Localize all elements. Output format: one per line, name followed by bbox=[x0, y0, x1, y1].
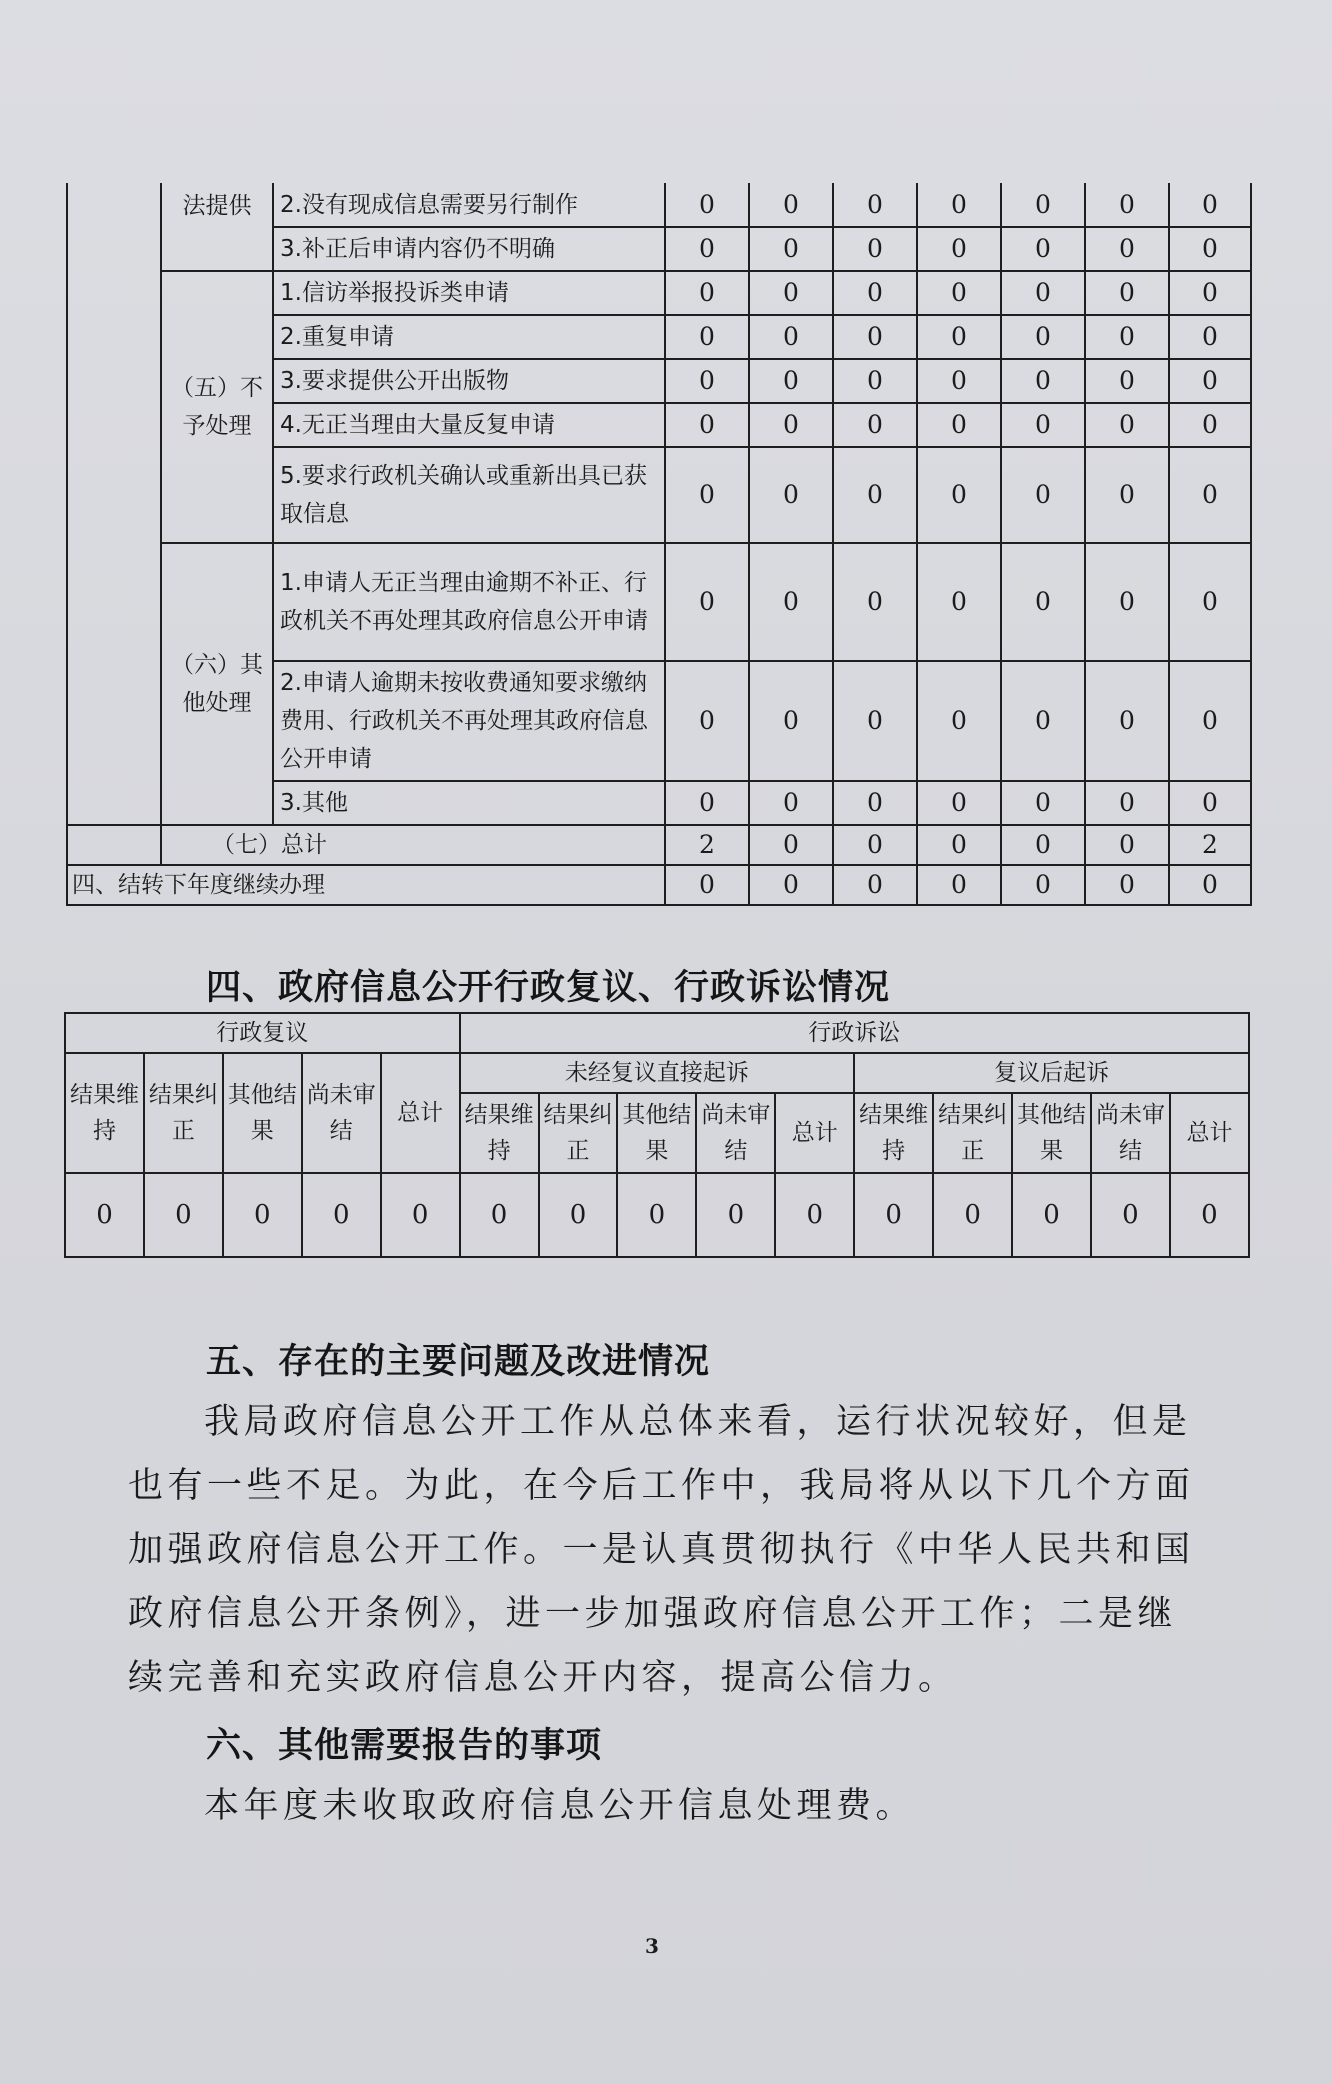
table-row bbox=[65, 1013, 1249, 1053]
cell-value: 0 bbox=[833, 227, 917, 271]
col-header: 结果纠正 bbox=[539, 1093, 618, 1173]
cell-value: 0 bbox=[854, 1173, 933, 1257]
row-desc: 3.其他 bbox=[273, 781, 665, 825]
cell-value: 0 bbox=[1085, 447, 1169, 543]
cell-value: 0 bbox=[665, 447, 749, 543]
cell-value: 0 bbox=[1085, 865, 1169, 905]
cell-value: 0 bbox=[1001, 661, 1085, 781]
cell-value: 0 bbox=[1169, 781, 1251, 825]
col-header: 结果维持 bbox=[460, 1093, 539, 1173]
direct-header: 未经复议直接起诉 bbox=[460, 1053, 855, 1093]
cell-value: 0 bbox=[775, 1173, 854, 1257]
cell-value: 0 bbox=[917, 865, 1001, 905]
cell-value: 0 bbox=[1001, 271, 1085, 315]
cell-value: 0 bbox=[749, 271, 833, 315]
col-header: 结果纠正 bbox=[144, 1053, 223, 1173]
col-header: 结果纠正 bbox=[933, 1093, 1012, 1173]
cell-value: 0 bbox=[749, 661, 833, 781]
cell-value: 0 bbox=[1169, 661, 1251, 781]
application-handling-table bbox=[66, 183, 1252, 906]
row-desc: 1.申请人无正当理由逾期不补正、行政机关不再处理其政府信息公开申请 bbox=[273, 543, 665, 661]
cell-value: 0 bbox=[833, 781, 917, 825]
page-number: 3 bbox=[645, 1934, 659, 1958]
table-row bbox=[67, 825, 1251, 865]
cell-value: 0 bbox=[665, 865, 749, 905]
cell-value: 0 bbox=[749, 403, 833, 447]
cell-value: 0 bbox=[917, 447, 1001, 543]
cell-value: 0 bbox=[749, 543, 833, 661]
table-row bbox=[67, 183, 1251, 227]
cell-value: 0 bbox=[1012, 1173, 1091, 1257]
cell-value: 0 bbox=[1169, 865, 1251, 905]
cell-value: 0 bbox=[917, 227, 1001, 271]
cell-value: 0 bbox=[833, 271, 917, 315]
blank-cell bbox=[67, 183, 161, 825]
col-header: 尚未审结 bbox=[696, 1093, 775, 1173]
cell-value: 0 bbox=[1169, 227, 1251, 271]
cell-value: 0 bbox=[749, 183, 833, 227]
cell-value: 0 bbox=[917, 543, 1001, 661]
cell-value: 0 bbox=[665, 183, 749, 227]
cell-value: 0 bbox=[1001, 865, 1085, 905]
col-header: 尚未审结 bbox=[302, 1053, 381, 1173]
row-desc: 2.重复申请 bbox=[273, 315, 665, 359]
cell-value: 0 bbox=[1001, 543, 1085, 661]
cell-value: 0 bbox=[749, 227, 833, 271]
cell-value: 0 bbox=[1001, 227, 1085, 271]
row-desc: 3.要求提供公开出版物 bbox=[273, 359, 665, 403]
table-row bbox=[67, 865, 1251, 905]
cell-value: 0 bbox=[1085, 359, 1169, 403]
cell-value: 0 bbox=[833, 447, 917, 543]
review-litigation-table bbox=[64, 1012, 1250, 1258]
cell-value: 0 bbox=[833, 183, 917, 227]
cell-value: 0 bbox=[665, 781, 749, 825]
cell-value: 0 bbox=[917, 183, 1001, 227]
cell-value: 0 bbox=[1001, 403, 1085, 447]
section4-title: 四、政府信息公开行政复议、行政诉讼情况 bbox=[206, 968, 891, 1008]
cell-value: 0 bbox=[917, 359, 1001, 403]
cell-value: 0 bbox=[833, 543, 917, 661]
group-label: （五）不予处理 bbox=[161, 271, 273, 543]
section6-title: 六、其他需要报告的事项 bbox=[206, 1726, 603, 1766]
cell-value: 0 bbox=[665, 359, 749, 403]
cell-value: 0 bbox=[749, 865, 833, 905]
table-row bbox=[65, 1173, 1249, 1257]
table-row bbox=[67, 271, 1251, 315]
cell-value: 0 bbox=[1001, 825, 1085, 865]
col-header: 总计 bbox=[381, 1053, 460, 1173]
cell-value: 0 bbox=[749, 781, 833, 825]
cell-value: 0 bbox=[1085, 543, 1169, 661]
cell-value: 0 bbox=[749, 447, 833, 543]
cell-value: 0 bbox=[1001, 781, 1085, 825]
row-desc: 2.没有现成信息需要另行制作 bbox=[273, 183, 665, 227]
col-header: 其他结果 bbox=[223, 1053, 302, 1173]
cell-value: 0 bbox=[1085, 183, 1169, 227]
after-review-header: 复议后起诉 bbox=[854, 1053, 1249, 1093]
cell-value: 0 bbox=[749, 359, 833, 403]
cell-value: 0 bbox=[539, 1173, 618, 1257]
cell-value: 0 bbox=[917, 661, 1001, 781]
cell-value: 0 bbox=[1001, 447, 1085, 543]
col-header: 结果维持 bbox=[854, 1093, 933, 1173]
col-header: 其他结果 bbox=[617, 1093, 696, 1173]
col-header: 总计 bbox=[775, 1093, 854, 1173]
cell-value: 0 bbox=[302, 1173, 381, 1257]
review-header: 行政复议 bbox=[65, 1013, 460, 1053]
cell-value: 0 bbox=[665, 661, 749, 781]
cell-value: 0 bbox=[1001, 315, 1085, 359]
cell-value: 0 bbox=[1085, 227, 1169, 271]
cell-value: 0 bbox=[1169, 315, 1251, 359]
cell-value: 0 bbox=[223, 1173, 302, 1257]
cell-value: 0 bbox=[381, 1173, 460, 1257]
cell-value: 0 bbox=[696, 1173, 775, 1257]
cell-value: 0 bbox=[933, 1173, 1012, 1257]
cell-value: 0 bbox=[1085, 661, 1169, 781]
cell-value: 0 bbox=[917, 315, 1001, 359]
cell-value: 0 bbox=[917, 403, 1001, 447]
cell-value: 0 bbox=[833, 661, 917, 781]
cell-value: 0 bbox=[749, 825, 833, 865]
row-desc: 3.补正后申请内容仍不明确 bbox=[273, 227, 665, 271]
col-header: 总计 bbox=[1170, 1093, 1249, 1173]
cell-value: 0 bbox=[665, 315, 749, 359]
cell-value: 0 bbox=[1169, 403, 1251, 447]
cell-value: 0 bbox=[665, 227, 749, 271]
section5-paragraph: 我局政府信息公开工作从总体来看，运行状况较好，但是也有一些不足。为此，在今后工作中，我局将从以下几个方面加强政府信息公开工作。一是认真贯彻执行《中华人民共和国政府信息公开条例》，进一步加强政府信息公开工作；二是继续完善和充实政府信息公开内容，提高公信力。 bbox=[128, 1402, 1195, 1698]
cell-value: 0 bbox=[917, 825, 1001, 865]
cell-value: 0 bbox=[1169, 447, 1251, 543]
cell-value: 0 bbox=[65, 1173, 144, 1257]
cell-value: 0 bbox=[833, 315, 917, 359]
row-desc: 5.要求行政机关确认或重新出具已获取信息 bbox=[273, 447, 665, 543]
cell-value: 0 bbox=[1085, 403, 1169, 447]
litigation-header: 行政诉讼 bbox=[460, 1013, 1249, 1053]
table-row bbox=[65, 1053, 1249, 1093]
cell-value: 2 bbox=[665, 825, 749, 865]
cell-value: 0 bbox=[1085, 781, 1169, 825]
cell-value: 0 bbox=[460, 1173, 539, 1257]
cell-value: 0 bbox=[1085, 315, 1169, 359]
section6-paragraph: 本年度未收取政府信息公开信息处理费。 bbox=[204, 1786, 916, 1826]
cell-value: 0 bbox=[1169, 359, 1251, 403]
cell-value: 0 bbox=[665, 403, 749, 447]
cell-value: 0 bbox=[833, 865, 917, 905]
cell-value: 0 bbox=[144, 1173, 223, 1257]
total-label: （七）总计 bbox=[161, 825, 665, 865]
col-header: 其他结果 bbox=[1012, 1093, 1091, 1173]
cell-value: 0 bbox=[665, 271, 749, 315]
cell-value: 0 bbox=[833, 825, 917, 865]
cell-value: 0 bbox=[917, 271, 1001, 315]
cell-value: 0 bbox=[833, 403, 917, 447]
table-row bbox=[67, 543, 1251, 661]
blank-cell bbox=[67, 825, 161, 865]
section5-title: 五、存在的主要问题及改进情况 bbox=[206, 1342, 711, 1382]
row-desc: 4.无正当理由大量反复申请 bbox=[273, 403, 665, 447]
cell-value: 0 bbox=[1085, 825, 1169, 865]
cell-value: 0 bbox=[1091, 1173, 1170, 1257]
group-label: （六）其他处理 bbox=[161, 543, 273, 825]
col-header: 结果维持 bbox=[65, 1053, 144, 1173]
carryover-label: 四、结转下年度继续办理 bbox=[67, 865, 665, 905]
cell-value: 0 bbox=[1169, 271, 1251, 315]
cell-value: 0 bbox=[833, 359, 917, 403]
cell-value: 0 bbox=[749, 315, 833, 359]
cell-value: 0 bbox=[1085, 271, 1169, 315]
col-header: 尚未审结 bbox=[1091, 1093, 1170, 1173]
group-label: 法提供 bbox=[161, 183, 273, 271]
row-desc: 2.申请人逾期未按收费通知要求缴纳费用、行政机关不再处理其政府信息公开申请 bbox=[273, 661, 665, 781]
cell-value: 0 bbox=[1169, 183, 1251, 227]
cell-value: 0 bbox=[1001, 183, 1085, 227]
row-desc: 1.信访举报投诉类申请 bbox=[273, 271, 665, 315]
cell-value: 0 bbox=[1170, 1173, 1249, 1257]
cell-value: 0 bbox=[617, 1173, 696, 1257]
cell-value: 0 bbox=[917, 781, 1001, 825]
cell-value: 0 bbox=[665, 543, 749, 661]
cell-value: 2 bbox=[1169, 825, 1251, 865]
cell-value: 0 bbox=[1169, 543, 1251, 661]
cell-value: 0 bbox=[1001, 359, 1085, 403]
